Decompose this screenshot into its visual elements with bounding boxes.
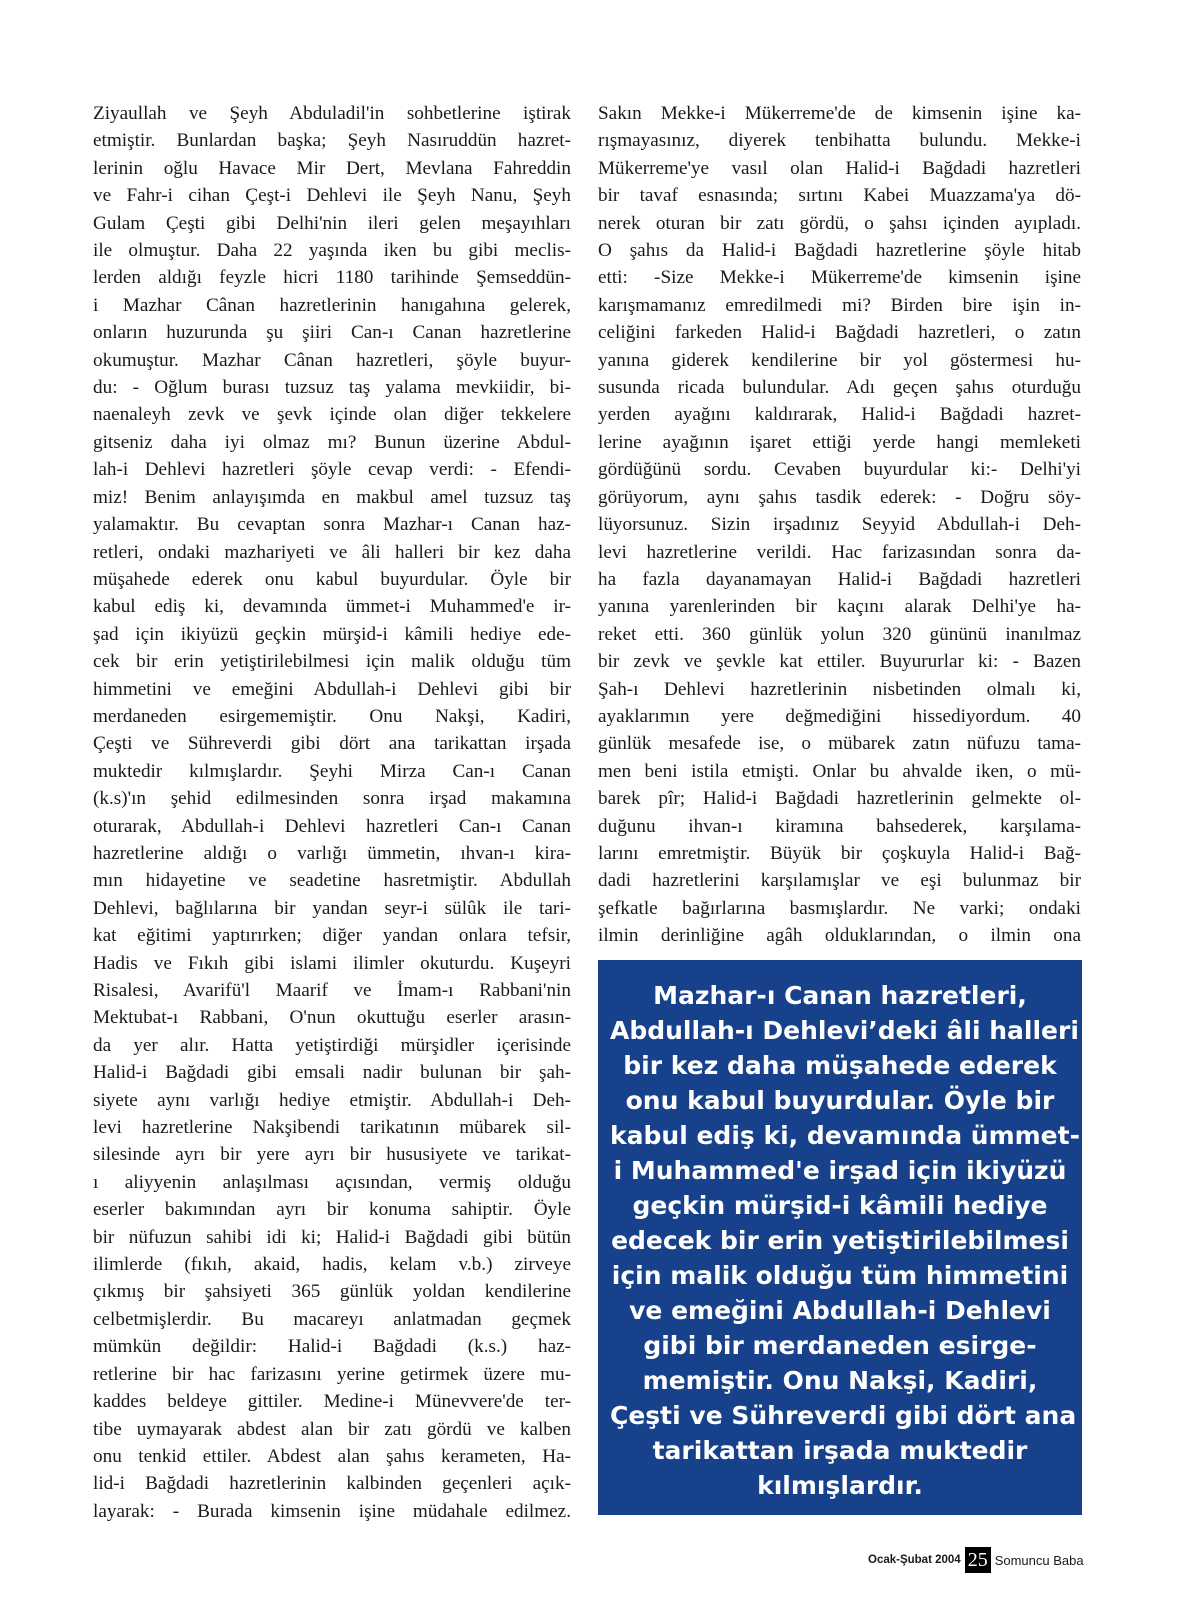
text-line: levi hazretlerine Nakşibendi tarikatının mübarek sil- <box>93 1117 571 1139</box>
text-line: O şahıs da Halid-i Bağdadi hazretlerine şöyle hitab <box>598 240 1081 262</box>
text-line: mın hidayetine ve seadetine hasretmiştir. Abdullah <box>93 870 571 892</box>
text-line: duğunu ihvan-ı kiramına bahsederek, karşılama- <box>598 815 1081 837</box>
text-line: naenaleyh zevk ve şevk içinde olan diğer tekkelere <box>93 404 571 426</box>
text-line: müşahede ederek onu kabul buyurdular. Öyle bir <box>93 568 571 590</box>
text-line: lah-i Dehlevi hazretleri şöyle cevap verdi: - Efendi- <box>93 459 571 481</box>
left-text-column <box>93 100 571 1525</box>
text-line: Halid-i Bağdadi gibi emsali nadir bulunan bir şah- <box>93 1062 571 1084</box>
text-line: günlük mesafede ise, o mübarek zatın nüfuzu tama- <box>598 733 1081 755</box>
issue-date: Ocak-Şubat 2004 <box>868 1554 961 1566</box>
text-line: retlerine bir hac farizasını yerine getirmek üzere mu- <box>93 1363 571 1385</box>
text-line: ilmin derinliğine agâh olduklarından, o ilmin ona <box>598 925 1081 947</box>
text-line: etmiştir. Bunlardan başka; Şeyh Nasıruddün hazret- <box>93 130 571 152</box>
text-line: onların huzurunda şu şiiri Can-ı Canan hazretlerine <box>93 322 571 344</box>
pull-quote-line: kabul ediş ki, devamında ümmet- <box>610 1121 1080 1150</box>
text-line: kabul ediş ki, devamında ümmet-i Muhammed'e ir- <box>93 596 571 618</box>
text-line: Gulam Çeşti gibi Delhi'nin ileri gelen meşayıhları <box>93 212 571 234</box>
text-line: görüyorum, aynı şahıs tasdik ederek: - Doğru söy- <box>598 486 1081 508</box>
text-line: celbetmişlerdir. Bu macareyı anlatmadan geçmek <box>93 1308 571 1330</box>
pull-quote-line: memiştir. Onu Nakşi, Kadiri, <box>642 1366 1038 1395</box>
page-number: 25 <box>965 1547 991 1573</box>
magazine-name: Somuncu Baba <box>994 1552 1084 1568</box>
text-line: Risalesi, Avarifü'l Maarif ve İmam-ı Rabbani'nin <box>93 980 571 1001</box>
text-line: layarak: - Burada kimsenin işine müdahale edilmez. <box>93 1500 571 1522</box>
right-text-column <box>598 100 1081 950</box>
text-line: etti: -Size Mekke-i Mükerreme'de kimsenin işine <box>598 267 1081 289</box>
text-line: levi hazretlerine verildi. Hac farizasından sonra da- <box>598 541 1081 563</box>
pull-quote-line: Mazhar-ı Canan hazretleri, <box>653 981 1027 1010</box>
text-line: yanına yarenlerinden bir kaçını alarak Delhi'ye ha- <box>598 596 1081 618</box>
pull-quote-line: onu kabul buyurdular. Öyle bir <box>625 1086 1055 1115</box>
text-line: gördüğünü sordu. Cevaben buyurdular ki:- Delhi'yi <box>598 459 1081 481</box>
text-line: kaddes beldeye gittiler. Medine-i Münevvere'de ter- <box>93 1391 571 1413</box>
text-line: Sakın Mekke-i Mükerreme'de de kimsenin işine ka- <box>598 103 1081 124</box>
pull-quote-line: Çeşti ve Sühreverdi gibi dört ana <box>610 1401 1077 1430</box>
text-line: merdaneden esirgememiştir. Onu Nakşi, Kadiri, <box>93 705 571 727</box>
text-line: ha fazla dayanamayan Halid-i Bağdadi hazretleri <box>598 568 1081 590</box>
text-line: yanına giderek kendilerine bir yol göstermesi hu- <box>598 349 1081 371</box>
pull-quote-line: bir kez daha müşahede ederek <box>623 1051 1057 1080</box>
text-line: çıkmış bir şahsiyeti 365 günlük yoldan kendilerine <box>93 1281 571 1303</box>
text-line: rışmayasınız, diyerek tenbihatta bulundu. Mekke-i <box>598 130 1081 152</box>
pull-quote-line: gibi bir merdaneden esirge- <box>643 1331 1037 1360</box>
pull-quote-line: için malik olduğu tüm himmetini <box>611 1261 1069 1290</box>
text-line: bir zevk ve şevkle kat ettiler. Buyururlar ki: - Bazen <box>598 651 1081 673</box>
text-line: barek pîr; Halid-i Bağdadi hazretlerinin gelmekte ol- <box>598 788 1081 810</box>
text-line: da yer alır. Hatta yetiştirdiği mürşidler içerisinde <box>93 1034 571 1056</box>
text-line: miz! Benim anlayışımda en makbul amel tuzsuz taş <box>93 486 571 508</box>
text-line: şefkatle bağırlarına basmışlardır. Ne varki; ondaki <box>598 897 1081 919</box>
text-line: hazretlerine aldığı o varlığı ümmetin, ıhvan-ı kira- <box>93 842 571 864</box>
text-line: gitseniz daha iyi olmaz mı? Bunun üzerine Abdul- <box>93 431 571 453</box>
text-line: muktedir kılmışlardır. Şeyhi Mirza Can-ı Canan <box>93 760 571 782</box>
text-line: ve Fahr-i cihan Çeşt-i Dehlevi ile Şeyh Nanu, Şeyh <box>93 185 571 207</box>
text-line: du: - Oğlum burası tuzsuz taş yalama mevkiidir, bi- <box>93 377 571 399</box>
text-line: celiğini farkeden Halid-i Bağdadi hazretleri, o zatın <box>598 322 1081 344</box>
text-line: ilimlerde (fıkıh, akaid, hadis, kelam v.b.) zirveye <box>93 1254 571 1276</box>
text-line: i Mazhar Cânan hazretlerinin hanıgahına gelerek, <box>93 294 571 316</box>
text-line: dadi hazretlerini karşılamışlar ve eşi bulunmaz bir <box>598 870 1081 892</box>
pull-quote-line: Abdullah-ı Dehlevi’deki âli halleri <box>610 1016 1079 1045</box>
text-line: lüyorsunuz. Sizin irşadınız Seyyid Abdullah-i Deh- <box>598 514 1081 536</box>
text-line: retleri, ondaki mazhariyeti ve âli halleri bir kez daha <box>93 541 571 563</box>
text-line: yalamaktır. Bu cevaptan sonra Mazhar-ı Canan haz- <box>93 514 571 536</box>
text-line: men beni istila etmişti. Onlar bu ahvalde iken, o mü- <box>598 760 1081 782</box>
text-line: himmetini ve emeğini Abdullah-i Dehlevi gibi bir <box>93 678 571 700</box>
text-line: ı aliyyenin anlaşılması açısından, vermiş olduğu <box>93 1171 571 1193</box>
pull-quote-line: geçkin mürşid-i kâmili hediye <box>632 1191 1048 1220</box>
text-line: reket etti. 360 günlük yolun 320 gününü inanılmaz <box>598 623 1081 645</box>
text-line: nerek oturan bir zatı gördü, o şahsı içinden ayıpladı. <box>598 212 1081 234</box>
pull-quote-line: tarikattan irşada muktedir <box>652 1436 1028 1465</box>
pull-quote-line: ve emeğini Abdullah-i Dehlevi <box>629 1296 1051 1325</box>
text-line: lerine ayağının işaret ettiği yerde hangi memleketi <box>598 431 1081 453</box>
text-line: ayaklarımın yere değmediğini hissediyordum. 40 <box>598 705 1081 727</box>
text-line: okumuştur. Mazhar Cânan hazretleri, şöyle buyur- <box>93 349 571 371</box>
pull-quote-line: i Muhammed'e irşad için ikiyüzü <box>613 1156 1067 1185</box>
text-line: onu tenkid ettiler. Abdest alan şahıs kerameten, Ha- <box>93 1445 571 1467</box>
pull-quote-box <box>598 960 1082 1515</box>
text-line: Ziyaullah ve Şeyh Abduladil'in sohbetlerine iştirak <box>93 103 571 124</box>
text-line: kat eğitimi yaptırırken; diğer yandan onlara tefsir, <box>93 925 571 947</box>
pull-quote-line: kılmışlardır. <box>757 1471 923 1500</box>
text-line: mümkün değildir: Halid-i Bağdadi (k.s.) haz- <box>93 1336 571 1358</box>
text-line: Şah-ı Dehlevi hazretlerinin nisbetinden olmalı ki, <box>598 678 1081 700</box>
text-line: Mükerreme'ye vasıl olan Halid-i Bağdadi hazretleri <box>598 157 1081 179</box>
text-line: siyete aynı varlığı hediye etmiştir. Abdullah-i Deh- <box>93 1089 571 1111</box>
text-line: karışmamanız emredilmedi mi? Birden bire işin in- <box>598 294 1081 316</box>
pull-quote-line: edecek bir erin yetiştirilebilmesi <box>611 1226 1069 1255</box>
text-line: bir tavaf esnasında; sırtını Kabei Muazzama'ya dö- <box>598 185 1081 207</box>
text-line: silesinde ayrı bir yere ayrı bir hususiyete ve tarikat- <box>93 1144 571 1166</box>
text-line: (k.s)'ın şehid edilmesinden sonra irşad makamına <box>93 788 571 810</box>
text-line: şad için ikiyüzü geçkin mürşid-i kâmili hediye ede- <box>93 623 571 645</box>
text-line: Dehlevi, bağlılarına bir yandan seyr-i sülûk ile tari- <box>93 897 571 919</box>
text-line: cek bir erin yetiştirilebilmesi için malik olduğu tüm <box>93 651 571 673</box>
text-line: ile olmuştur. Daha 22 yaşında iken bu gibi meclis- <box>93 240 571 262</box>
text-line: Çeşti ve Sühreverdi gibi dört ana tarikattan irşada <box>93 733 571 755</box>
text-line: Mektubat-ı Rabbani, O'nun okuttuğu eserler arasın- <box>93 1007 571 1029</box>
text-line: larını emretmiştir. Büyük bir çoşkuyla Halid-i Bağ- <box>598 842 1081 864</box>
text-line: oturarak, Abdullah-i Dehlevi hazretleri Can-ı Canan <box>93 815 571 837</box>
page-footer <box>868 1547 1084 1573</box>
text-line: lid-i Bağdadi hazretlerinin kalbinden geçenleri açık- <box>93 1473 571 1495</box>
text-line: yerden ayağını kaldırarak, Halid-i Bağdadi hazret- <box>598 404 1081 426</box>
text-line: tibe uymayarak abdest alan bir zatı gördü ve kalben <box>93 1418 571 1440</box>
text-line: Hadis ve Fıkıh gibi islami ilimler okuturdu. Kuşeyri <box>93 952 571 974</box>
text-line: eserler bakımından ayrı bir konuma sahiptir. Öyle <box>93 1199 571 1221</box>
text-line: susunda ricada bulundular. Adı geçen şahıs oturduğu <box>598 377 1081 399</box>
text-line: bir nüfuzun sahibi idi ki; Halid-i Bağdadi gibi bütün <box>93 1226 571 1248</box>
text-line: lerinin oğlu Havace Mir Dert, Mevlana Fahreddin <box>93 157 571 179</box>
text-line: lerden aldığı feyzle hicri 1180 tarihinde Şemseddün- <box>93 267 571 289</box>
